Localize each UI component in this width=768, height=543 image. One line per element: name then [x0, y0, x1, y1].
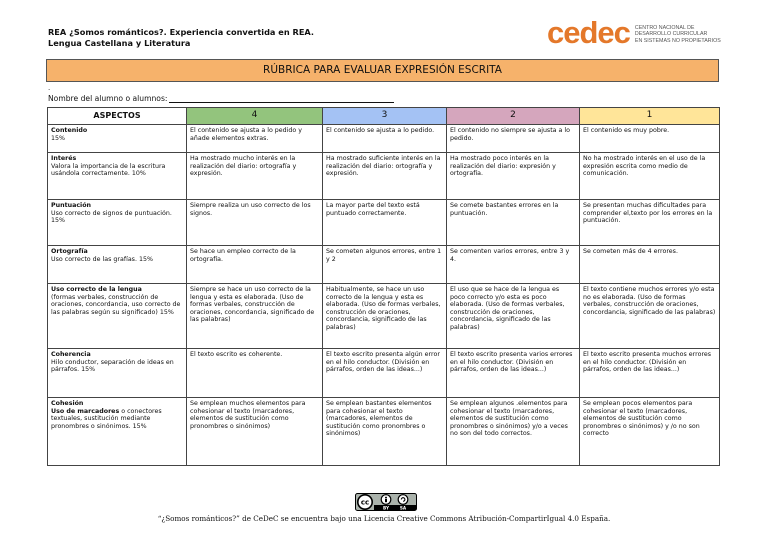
student-name-field — [48, 94, 394, 103]
header-row — [48, 108, 720, 125]
logo-sub-1: CENTRO NACIONAL DE — [634, 25, 695, 32]
rubric-banner: RÚBRICA PARA EVALUAR EXPRESIÓN ESCRITA — [46, 59, 719, 82]
aspect-cell: Ortografía Uso correcto de las grafías. 15% — [48, 246, 187, 284]
score-3-cell: El texto escrito presenta algún error en el hilo conductor. (División en párrafos, orden de las ideas...) — [323, 349, 447, 398]
table-row — [48, 246, 720, 284]
table-row — [48, 153, 720, 200]
logo-subtitle — [635, 25, 721, 44]
score-2-cell: Se comete bastantes errores en la puntuación. — [447, 200, 580, 246]
aspect-cell: Contenido 15% — [48, 125, 187, 153]
table-row — [48, 200, 720, 246]
header-score-2: 2 — [447, 108, 580, 125]
license-footer: “¿Somos románticos?” de CeDeC se encuentra bajo una Licencia Creative Commons Atribución-CompartirIgual 4.0 España. — [157, 514, 611, 523]
score-3-cell: Habitualmente, se hace un uso correcto de la lengua y esta es elaborada. (Uso de formas verbales, construcción de oraciones, concordancia, significado de las palabras) — [323, 284, 447, 349]
score-3-cell: Ha mostrado suficiente interés en la realización del diario: ortografía y expresión. — [323, 153, 447, 200]
header-score-3: 3 — [323, 108, 447, 125]
score-4-cell: Siempre realiza un uso correcto de los signos. — [187, 200, 323, 246]
document-title — [48, 27, 314, 49]
title-line-1: REA ¿Somos románticos?. Experiencia convertida en REA. — [48, 27, 315, 37]
sa-text: SA — [399, 505, 407, 511]
title-line-2: Lengua Castellana y Literatura — [48, 38, 191, 48]
header-score-4: 4 — [187, 108, 323, 125]
score-1-cell: Se emplean pocos elementos para cohesionar el texto (marcadores, elementos de sustitución como pronombres o sinónimos) y /o no son correcto — [580, 398, 720, 466]
score-1-cell: Se cometen más de 4 errores. — [580, 246, 720, 284]
aspect-cell: Interés Valora la importancia de la escritura usándola correctamente. 10% — [48, 153, 187, 200]
score-2-cell: El uso que se hace de la lengua es poco correcto y/o esta es poco elaborada. (Uso de formas verbales, construcción de oraciones, concordancia, significado de las palabras) — [447, 284, 580, 349]
score-3-cell: La mayor parte del texto está puntuado correctamente. — [323, 200, 447, 246]
table-row — [48, 284, 720, 349]
score-1-cell: Se presentan muchas dificultades para comprender el,texto por los errores en la puntuación. — [580, 200, 720, 246]
aspect-cell: Coherencia Hilo conductor, separación de ideas en párrafos. 15% — [48, 349, 187, 398]
student-name-label: Nombre del alumno o alumnos: — [48, 94, 168, 103]
score-2-cell: Ha mostrado poco interés en la realización del diario: expresión y ortografía. — [447, 153, 580, 200]
score-2-cell: El contenido no siempre se ajusta a lo pedido. — [447, 125, 580, 153]
aspect-cell: Cohesión Uso de marcadores o conectores textuales, sustitución mediante pronombres o sinónimos. 15% — [48, 398, 187, 466]
header-aspectos: ASPECTOS — [48, 108, 187, 125]
score-1-cell: El texto contiene muchos errores y/o esta no es elaborada. (Uso de formas verbales, construcción de oraciones, concordancia, significado de las palabras) — [580, 284, 720, 349]
cedec-logo — [547, 16, 721, 50]
score-1-cell: No ha mostrado interés en el uso de la expresión escrita como medio de comunicación. — [580, 153, 720, 200]
table-row — [48, 125, 720, 153]
score-4-cell: Se emplean muchos elementos para cohesionar el texto (marcadores, elementos de sustitución como pronombres o sinónimos) — [187, 398, 323, 466]
logo-sub-3: EN SISTEMAS NO PROPIETARIOS — [634, 37, 721, 44]
aspect-cell: Puntuación Uso correcto de signos de puntuación. 15% — [48, 200, 187, 246]
score-1-cell: El contenido es muy pobre. — [580, 125, 720, 153]
score-1-cell: El texto escrito presenta muchos errores en el hilo conductor. (División en párrafos, orden de las ideas...) — [580, 349, 720, 398]
score-2-cell: Se emplean algunos .elementos para cohesionar el texto (marcadores, elementos de sustitución como pronombres o sinónimos) y/o a veces no son del todo correctos. — [447, 398, 580, 466]
score-3-cell: Se emplean bastantes elementos para cohesionar el texto (marcadores, elementos de sustitución como pronombres o sinónimos) — [323, 398, 447, 466]
by-text: BY — [383, 505, 389, 511]
logo-word: cedec — [547, 15, 630, 50]
score-4-cell: El contenido se ajusta a lo pedido y añade elementos extras. — [187, 125, 323, 153]
cc-text: cc — [360, 498, 370, 507]
table-row — [48, 398, 720, 466]
logo-sub-2: DESARROLLO CURRICULAR — [634, 31, 708, 38]
score-4-cell: El texto escrito es coherente. — [187, 349, 323, 398]
cc-by-sa-icon — [355, 493, 417, 511]
score-3-cell: El contenido se ajusta a lo pedido. — [323, 125, 447, 153]
score-2-cell: Se comenten varios errores, entre 3 y 4. — [447, 246, 580, 284]
score-3-cell: Se cometen algunos errores, entre 1 y 2 — [323, 246, 447, 284]
table-row — [48, 349, 720, 398]
score-4-cell: Ha mostrado mucho interés en la realización del diario: ortografía y expresión. — [187, 153, 323, 200]
score-4-cell: Siempre se hace un uso correcto de la lengua y esta es elaborada. (Uso de formas verbales, construcción de oraciones, concordancia, significado de las palabras) — [187, 284, 323, 349]
header-score-1: 1 — [580, 108, 720, 125]
student-name-line[interactable] — [169, 94, 394, 103]
rubric-table — [47, 107, 720, 466]
score-2-cell: El texto escrito presenta varios errores en el hilo conductor. (División en párrafos, orden de las ideas...) — [447, 349, 580, 398]
dot-mark: . — [48, 84, 51, 92]
aspect-cell: Uso correcto de la lengua (formas verbales, construcción de oraciones, concordancia, uso correcto de las palabras según su significado) 15% — [48, 284, 187, 349]
score-4-cell: Se hace un empleo correcto de la ortografía. — [187, 246, 323, 284]
